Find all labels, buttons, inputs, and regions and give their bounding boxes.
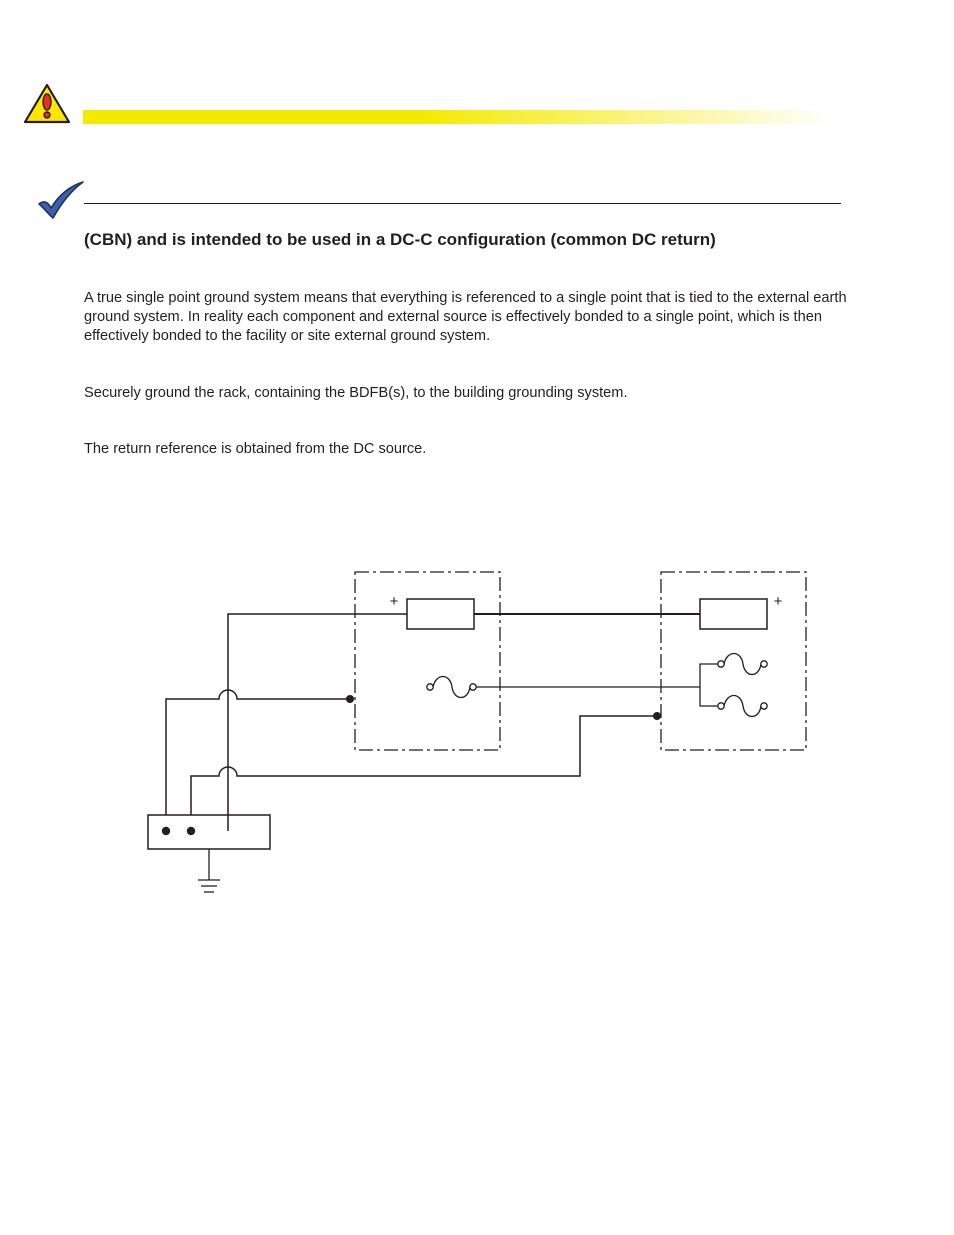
left-box-ground-lead [166, 690, 350, 830]
note-divider [84, 203, 841, 204]
right-box-ground-lead [191, 716, 657, 830]
left-box-ground-node [346, 695, 354, 703]
right-load-resistor [700, 599, 767, 629]
paragraph-single-point-ground: A true single point ground system means that everything is referenced to a single point that is tied to the external earth ground system. In reality each component and external source is effectively bonded to a single point, which is then effectively bonded to the facility or site external ground system. [84, 290, 847, 344]
checkmark-icon [36, 180, 86, 222]
right-box-ground-node [653, 712, 661, 720]
right-box-plus-sign: + [773, 593, 783, 610]
warning-triangle-icon [22, 82, 72, 126]
ground-bar-feed-wire [228, 614, 407, 830]
note-heading: (CBN) and is intended to be used in a DC-C configuration (common DC return) [84, 230, 716, 249]
caution-bar [83, 110, 833, 124]
paragraph-rack-ground: Securely ground the rack, containing the BDFB(s), to the building grounding system. [84, 385, 628, 401]
paragraph-return-reference: The return reference is obtained from the DC source. [84, 441, 427, 457]
earth-ground-icon [198, 849, 220, 892]
left-fuse-symbol [427, 677, 476, 698]
left-box-plus-sign: + [389, 593, 399, 610]
grounding-wiring-diagram [0, 540, 954, 920]
ground-bar-terminal-1 [162, 827, 170, 835]
right-fuse-lower-symbol [718, 696, 767, 717]
right-fuse-bridge [700, 664, 718, 706]
right-fuse-upper-symbol [718, 654, 767, 675]
left-load-resistor [407, 599, 474, 629]
ground-bar-terminal-2 [187, 827, 195, 835]
